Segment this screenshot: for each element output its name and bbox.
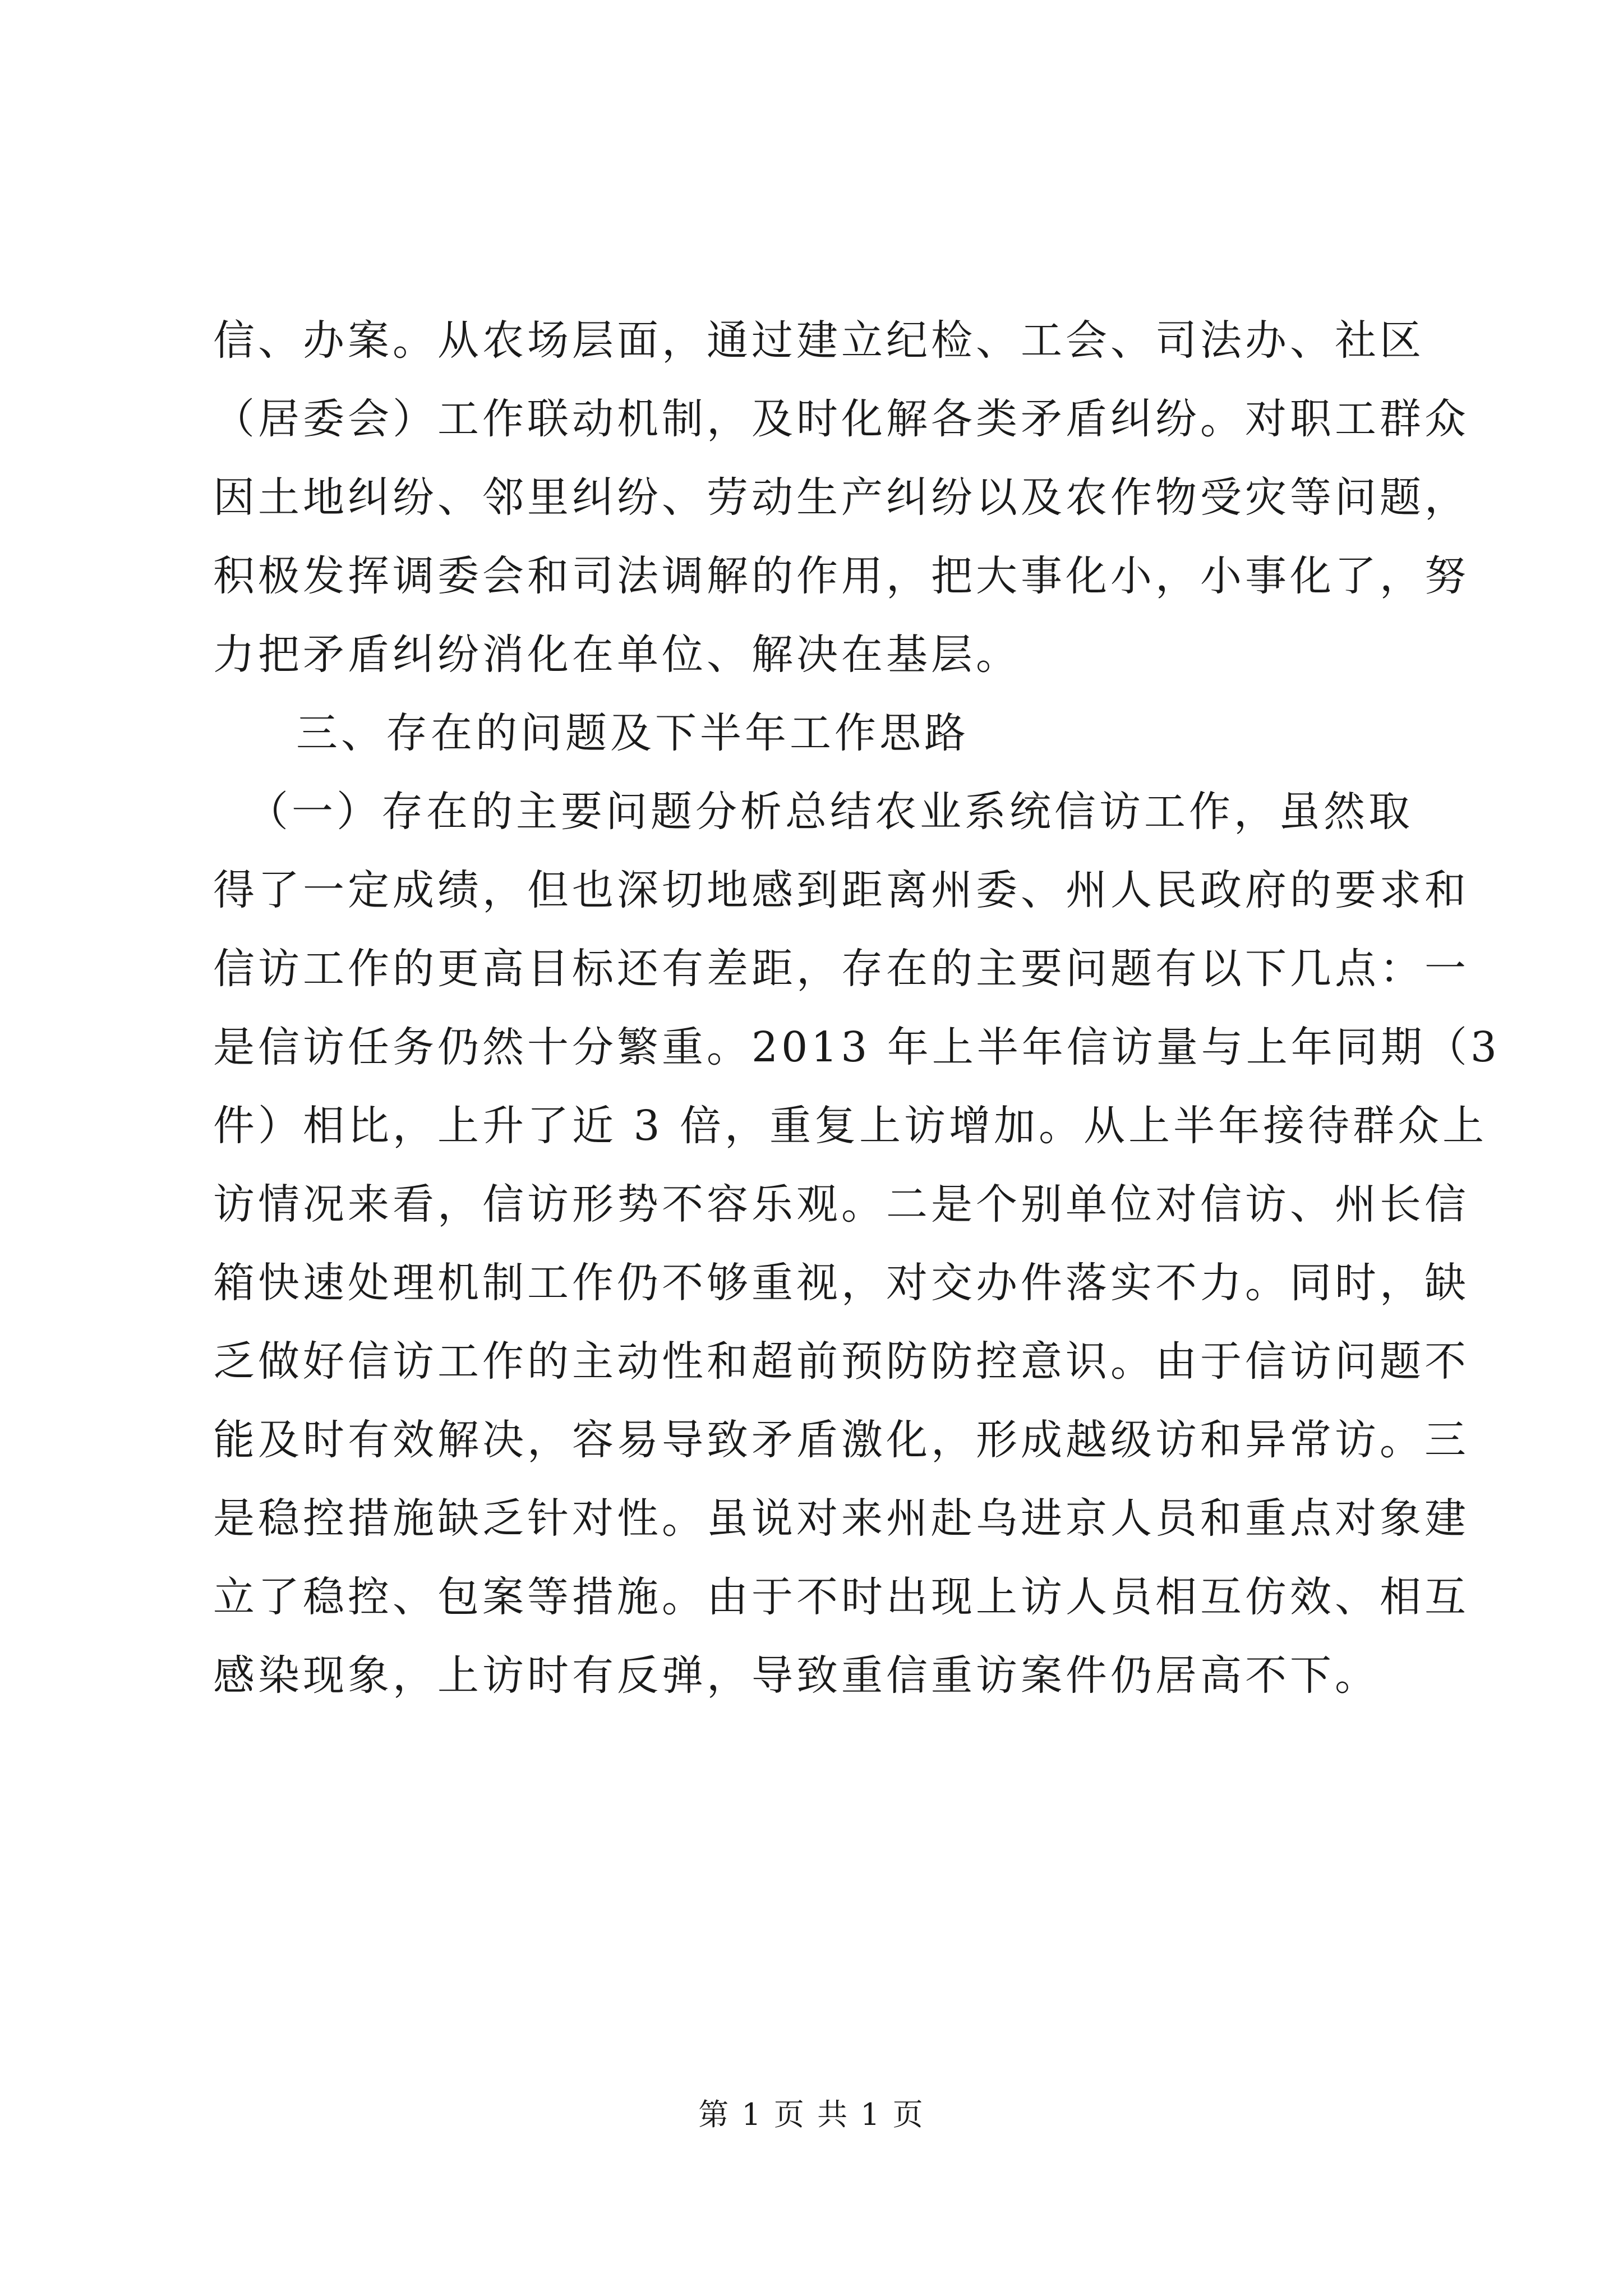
text-line: （居委会）工作联动机制，及时化解各类矛盾纠纷。对职工群众 [213, 395, 1469, 443]
text-line: 件）相比，上升了近 3 倍，重复上访增加。从上半年接待群众上 [213, 1102, 1488, 1150]
section-heading: 三、存在的问题及下半年工作思路 [296, 709, 969, 757]
text-line: 访情况来看，信访形势不容乐观。二是个别单位对信访、州长信 [213, 1180, 1469, 1228]
text-line: 信、办案。从农场层面，通过建立纪检、工会、司法办、社区 [213, 316, 1424, 365]
text-line: 箱快速处理机制工作仍不够重视，对交办件落实不力。同时，缺 [213, 1259, 1469, 1307]
text-line: 感染现象，上访时有反弹，导致重信重访案件仍居高不下。 [213, 1651, 1380, 1700]
text-line: 立了稳控、包案等措施。由于不时出现上访人员相互仿效、相互 [213, 1573, 1469, 1621]
text-line: 是信访任务仍然十分繁重。2013 年上半年信访量与上年同期（3 [213, 1023, 1500, 1071]
page-number-footer: 第 1 页 共 1 页 [698, 2097, 925, 2132]
text-line: （一）存在的主要问题分析总结农业系统信访工作，虽然取 [247, 788, 1413, 836]
text-line: 是稳控措施缺乏针对性。虽说对来州赴乌进京人员和重点对象建 [213, 1494, 1469, 1543]
text-line: 乏做好信访工作的主动性和超前预防防控意识。由于信访问题不 [213, 1337, 1469, 1386]
text-line: 积极发挥调委会和司法调解的作用，把大事化小，小事化了，努 [213, 552, 1469, 600]
text-line: 得了一定成绩，但也深切地感到距离州委、州人民政府的要求和 [213, 866, 1469, 914]
text-line: 因土地纠纷、邻里纠纷、劳动生产纠纷以及农作物受灾等问题， [213, 473, 1469, 522]
text-line: 信访工作的更高目标还有差距，存在的主要问题有以下几点：一 [213, 945, 1469, 993]
text-line: 力把矛盾纠纷消化在单位、解决在基层。 [213, 631, 1021, 679]
text-line: 能及时有效解决，容易导致矛盾激化，形成越级访和异常访。三 [213, 1416, 1469, 1464]
